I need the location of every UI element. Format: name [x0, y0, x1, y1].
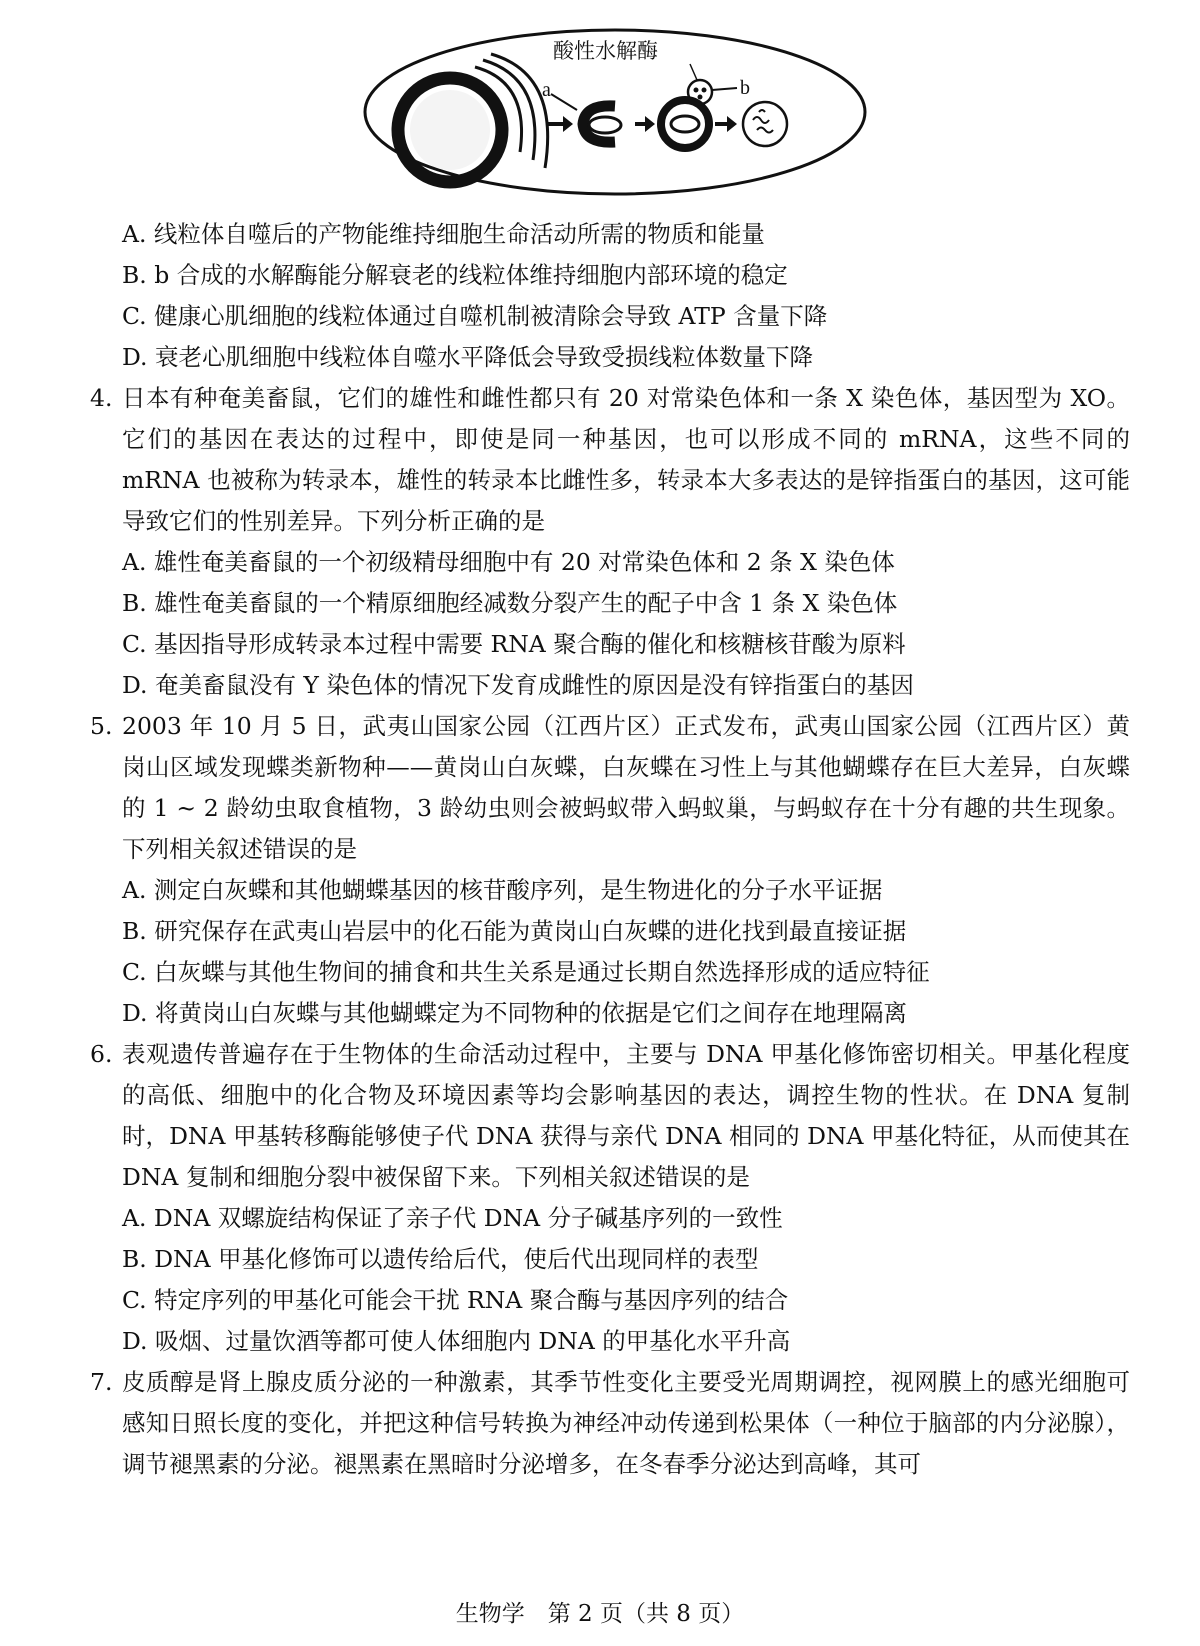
- label-a-leader: [551, 94, 577, 110]
- q6-option-c: C. 特定序列的甲基化可能会干扰 RNA 聚合酶与基因序列的结合: [122, 1286, 789, 1314]
- question-stem: 日本有种奄美畜鼠，它们的雄性和雌性都只有 20 对常染色体和一条 X 染色体，基因型为 XO。它们的基因在表达的过程中，即使是同一种基因，也可以形成不同的 mRNA，这些不同的 mRNA 也被称为转录本，雄性的转录本比雌性多，转录本大多表达的是锌指蛋白的基因，这可能导致它们的性别差异。下列分析正确的是: [122, 384, 1130, 535]
- question-number: 6.: [90, 1040, 113, 1068]
- q4-option-c: C. 基因指导形成转录本过程中需要 RNA 聚合酶的催化和核糖核苷酸为原料: [122, 630, 906, 658]
- question-stem: 表观遗传普遍存在于生物体的生命活动过程中，主要与 DNA 甲基化修饰密切相关。甲基化程度的高低、细胞中的化合物及环境因素等均会影响基因的表达，调控生物的性状。在 DNA 复制时，DNA 甲基转移酶能够使子代 DNA 获得与亲代 DNA 相同的 DNA 甲基化特征，从而使其在 DNA 复制和细胞分裂中被保留下来。下列相关叙述错误的是: [122, 1040, 1130, 1191]
- question-stem: 皮质醇是肾上腺皮质分泌的一种激素，其季节性变化主要受光周期调控，视网膜上的感光细胞可感知日照长度的变化，并把这种信号转换为神经冲动传递到松果体（一种位于脑部的内分泌腺），调节褪黑素的分泌。褪黑素在黑暗时分泌增多，在冬春季分泌达到高峰，其可: [122, 1368, 1130, 1478]
- question-3-options: [90, 214, 1130, 378]
- question-7: [90, 1362, 1130, 1485]
- question-content: [90, 214, 1130, 1485]
- q4-option-d: D. 奄美畜鼠没有 Y 染色体的情况下发育成雌性的原因是没有锌指蛋白的基因: [122, 671, 914, 699]
- q3-option-d: D. 衰老心肌细胞中线粒体自噬水平降低会导致受损线粒体数量下降: [122, 343, 813, 371]
- q3-option-c: C. 健康心肌细胞的线粒体通过自噬机制被清除会导致 ATP 含量下降: [122, 302, 828, 330]
- q3-option-b: B. b 合成的水解酶能分解衰老的线粒体维持细胞内部环境的稳定: [122, 261, 788, 289]
- q4-option-b: B. 雄性奄美畜鼠的一个精原细胞经减数分裂产生的配子中含 1 条 X 染色体: [122, 589, 898, 617]
- q4-option-a: A. 雄性奄美畜鼠的一个初级精母细胞中有 20 对常染色体和 2 条 X 染色体: [122, 548, 895, 576]
- q6-option-b: B. DNA 甲基化修饰可以遗传给后代，使后代出现同样的表型: [122, 1245, 759, 1273]
- nucleus-interior: [410, 90, 490, 170]
- autophagy-diagram-svg: [355, 12, 875, 202]
- q3-option-a: A. 线粒体自噬后的产物能维持细胞生命活动所需的物质和能量: [122, 220, 765, 248]
- question-number: 4.: [90, 384, 113, 412]
- q6-option-a: A. DNA 双螺旋结构保证了亲子代 DNA 分子碱基序列的一致性: [122, 1204, 783, 1232]
- label-b: b: [740, 77, 750, 99]
- question-stem: 2003 年 10 月 5 日，武夷山国家公园（江西片区）正式发布，武夷山国家公园（江西片区）黄岗山区域发现蝶类新物种——黄岗山白灰蝶，白灰蝶在习性上与其他蝴蝶存在巨大差异，白灰蝶的 1 ~ 2 龄幼虫取食植物，3 龄幼虫则会被蚂蚁带入蚂蚁巢，与蚂蚁存在十分有趣的共生现象。下列相关叙述错误的是: [122, 712, 1130, 863]
- q5-option-c: C. 白灰蝶与其他生物间的捕食和共生关系是通过长期自然选择形成的适应特征: [122, 958, 930, 986]
- question-number: 7.: [90, 1368, 113, 1396]
- mitochondrion-2: [671, 116, 699, 132]
- question-5: [90, 706, 1130, 1034]
- label-b-leader: [712, 88, 737, 90]
- autophagosome: [661, 100, 709, 148]
- mitochondrion-1: [589, 117, 621, 133]
- label-a: a: [542, 79, 551, 101]
- question-4: [90, 378, 1130, 706]
- q5-option-d: D. 将黄岗山白灰蝶与其他蝴蝶定为不同物种的依据是它们之间存在地理隔离: [122, 999, 907, 1027]
- q6-option-d: D. 吸烟、过量饮酒等都可使人体细胞内 DNA 的甲基化水平升高: [122, 1327, 791, 1355]
- question-6: [90, 1034, 1130, 1362]
- page-footer: 生物学 第 2 页（共 8 页）: [455, 1601, 745, 1627]
- label-acid-hydrolase: 酸性水解酶: [553, 39, 658, 63]
- autophagy-diagram: [355, 12, 875, 202]
- q5-option-a: A. 测定白灰蝶和其他蝴蝶基因的核苷酸序列，是生物进化的分子水平证据: [122, 876, 883, 904]
- q5-option-b: B. 研究保存在武夷山岩层中的化石能为黄岗山白灰蝶的进化找到最直接证据: [122, 917, 907, 945]
- question-number: 5.: [90, 712, 113, 740]
